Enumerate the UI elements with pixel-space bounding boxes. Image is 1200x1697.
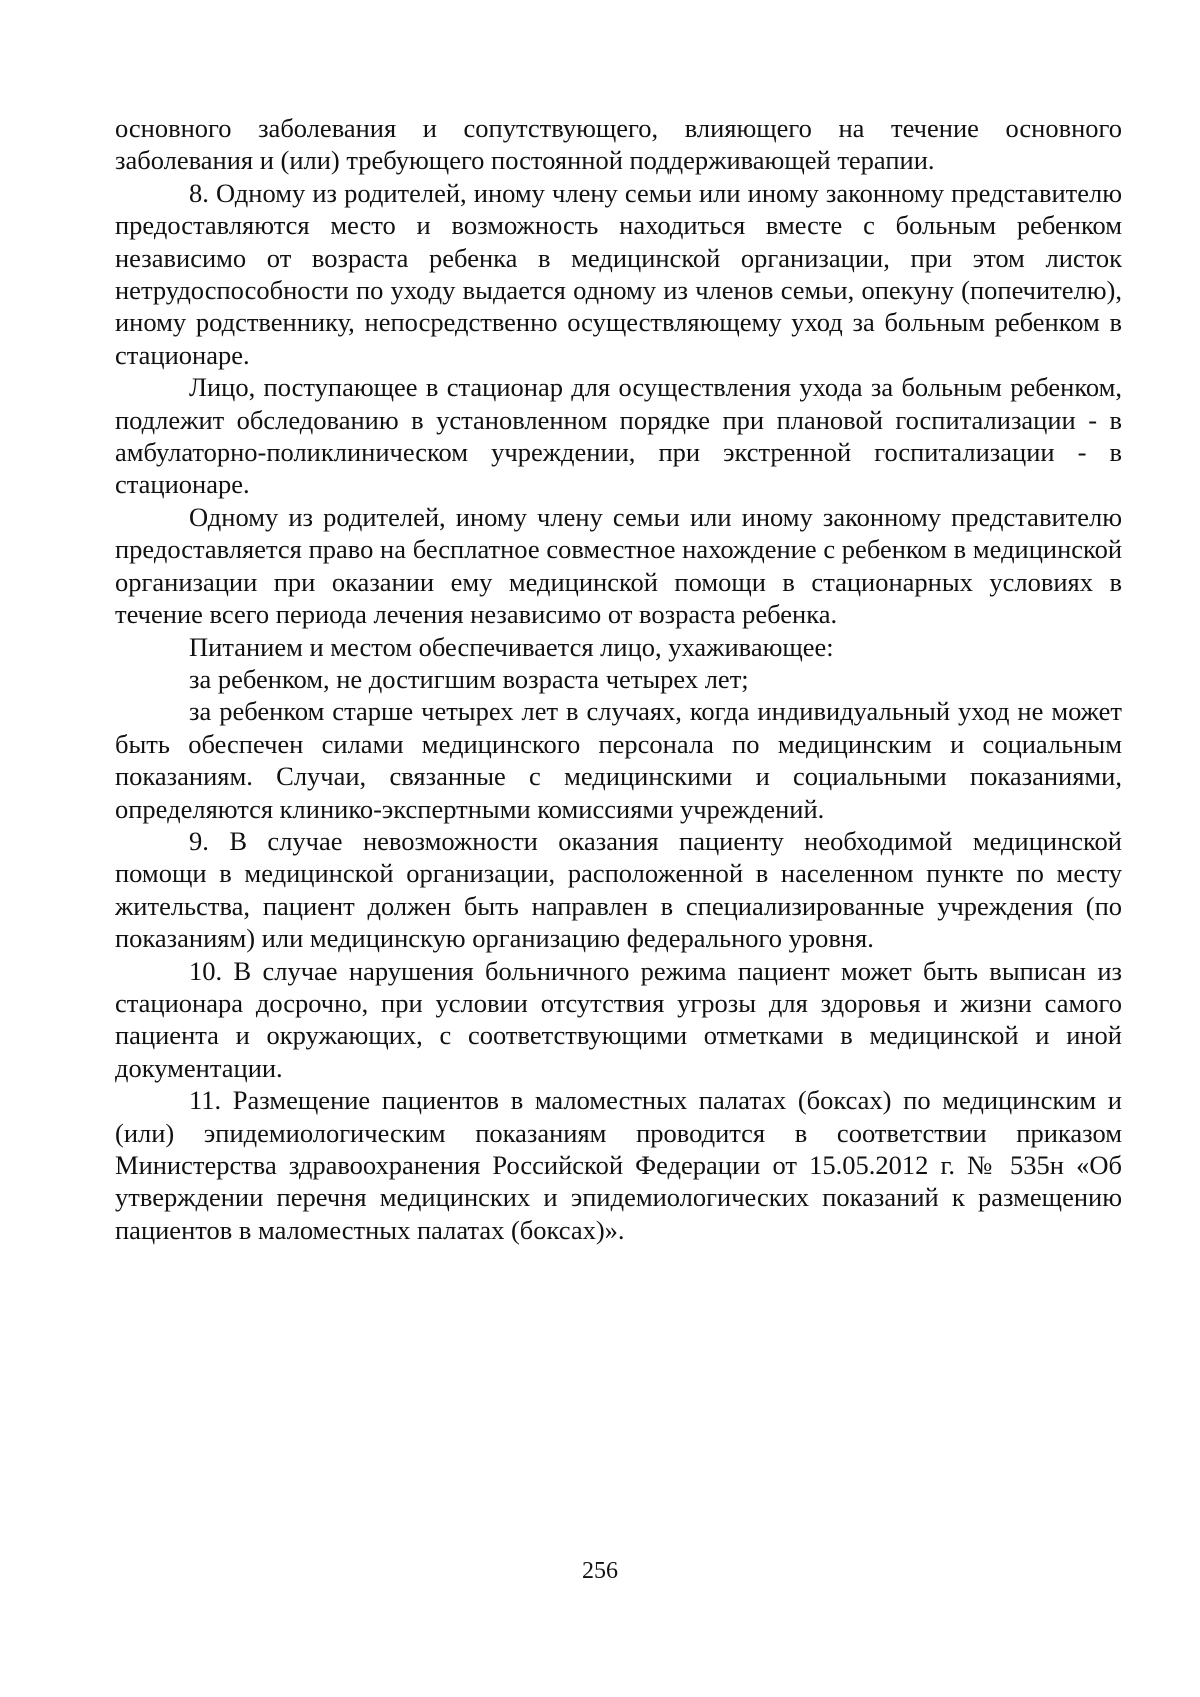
paragraph-meals-provision: Питанием и местом обеспечивается лицо, ухаживающее: bbox=[189, 631, 834, 662]
paragraph-item-11: 11. Размещение пациентов в маломестных палатах (боксах) по медицинским и (или) эпидемиологическим показаниям проводится в соответствии приказом Министерства здравоохранения Российской Федерации от 15.05.2012 г. № 535н «Об утверждении перечня медицинских и эпидемиологических показаний к размещению пациентов в маломестных палатах (боксах)». bbox=[115, 1085, 1122, 1245]
page-number: 256 bbox=[582, 1558, 618, 1584]
paragraph-caregiver-examination: Лицо, поступающее в стационар для осуществления ухода за больным ребенком, подлежит обследованию в установленном порядке при плановой госпитализации - в амбулаторно-поликлиническом учреждении, при экстренной госпитализации - в стационаре. bbox=[115, 372, 1122, 500]
paragraph-free-stay-right: Одному из родителей, иному члену семьи или иному законному представителю предоставляется право на бесплатное совместное нахождение с ребенком в медицинской организации при оказании ему медицинской помощи в стационарных условиях в течение всего периода лечения независимо от возраста ребенка. bbox=[115, 501, 1122, 630]
paragraph-over-four: за ребенком старше четырех лет в случаях, когда индивидуальный уход не может быть обеспечен силами медицинского персонала по медицинским и социальным показаниям. Случаи, связанные с медицинскими и социальными показаниями, определяются клинико-экспертными комиссиями учреждений. bbox=[115, 696, 1122, 824]
paragraph-continuation: основного заболевания и сопутствующего, влияющего на течение основного заболевания и (или) требующего постоянной поддерживающей терапии. bbox=[115, 113, 1122, 176]
paragraph-item-8: 8. Одному из родителей, иному члену семьи или иному законному представителю предоставляются место и возможность находиться вместе с больным ребенком независимо от возраста ребенка в медицинской организации, при этом листок нетрудоспособности по уходу выдается одному из членов семьи, опекуну (попечителю), иному родственнику, непосредственно осуществляющему уход за больным ребенком в стационаре. bbox=[115, 177, 1122, 370]
paragraph-item-9: 9. В случае невозможности оказания пациенту необходимой медицинской помощи в медицинской организации, расположенной в населенном пункте по месту жительства, пациент должен быть направлен в специализированные учреждения (по показаниям) или медицинскую организацию федерального уровня. bbox=[115, 825, 1122, 954]
body-text bbox=[115, 112, 1122, 1246]
paragraph-under-four: за ребенком, не достигшим возраста четырех лет; bbox=[189, 663, 749, 694]
paragraph-item-10: 10. В случае нарушения больничного режима пациент может быть выписан из стационара досрочно, при условии отсутствия угрозы для здоровья и жизни самого пациента и окружающих, с соответствующими отметками в медицинской и иной документации. bbox=[115, 955, 1122, 1083]
